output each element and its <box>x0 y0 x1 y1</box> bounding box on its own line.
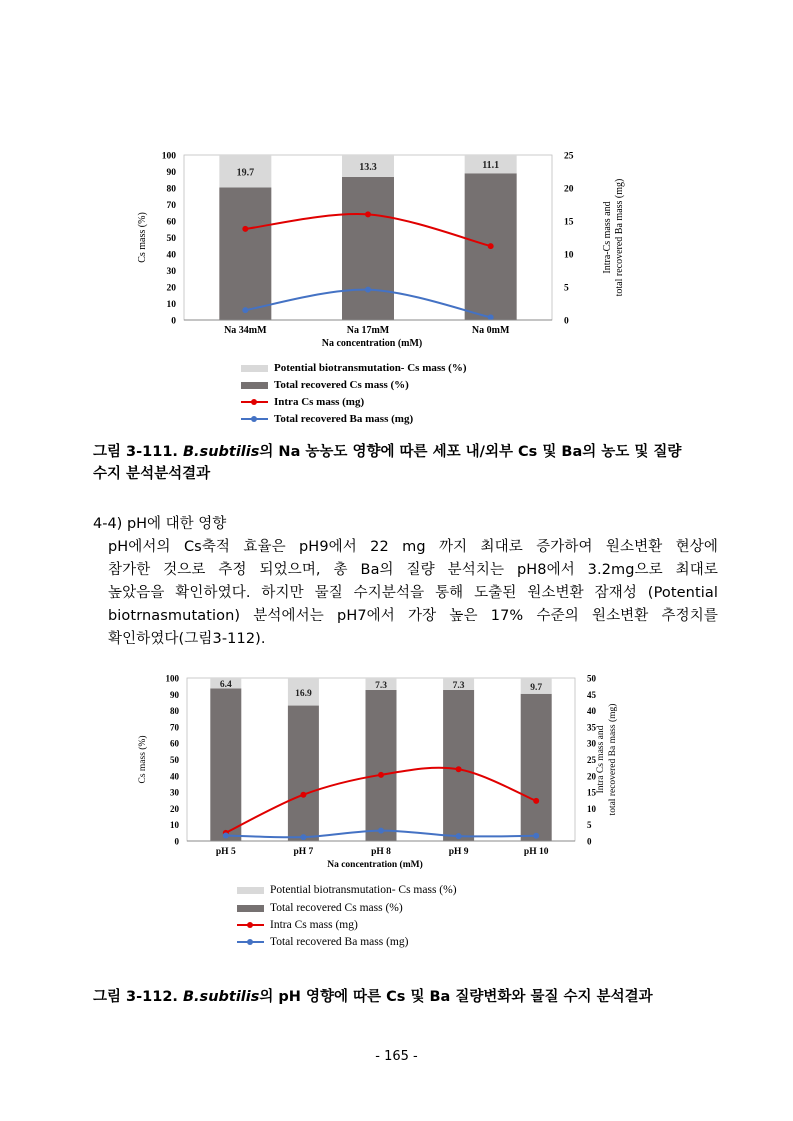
c2-ytick-right: 5 <box>587 820 592 831</box>
c1-point-intra-cs <box>365 211 371 217</box>
c2-bar-label: 7.3 <box>375 680 387 691</box>
c1-ytick-left: 80 <box>166 184 176 195</box>
c2-ytick-left: 100 <box>165 673 179 684</box>
c2-y2-axis-title: total recovered Ba mass (mg) <box>608 703 618 816</box>
c2-ytick-right: 35 <box>587 722 596 733</box>
legend2-swatch-potential <box>237 887 264 894</box>
c1-point-ba <box>365 287 371 293</box>
c2-bar-total-cs <box>521 694 552 841</box>
c2-xtick-label: pH 10 <box>523 847 549 857</box>
legend2-swatch-intra-cs <box>237 921 264 930</box>
legend2-item-intra-cs <box>237 919 358 931</box>
c1-ytick-right: 5 <box>564 283 569 294</box>
c1-point-ba <box>488 314 494 320</box>
caption2-prefix: 그림 3-112. <box>93 989 183 1005</box>
c1-ytick-left: 90 <box>166 168 176 178</box>
c2-point-intra-cs <box>300 792 306 798</box>
c2-ytick-left: 90 <box>170 689 179 700</box>
c2-ytick-right: 0 <box>587 836 592 847</box>
c2-bar-label: 6.4 <box>219 680 232 691</box>
c2-ytick-left: 50 <box>170 755 179 765</box>
c1-bar-label: 13.3 <box>359 161 377 173</box>
c2-xtick-label: pH 7 <box>293 847 314 857</box>
c2-ytick-right: 15 <box>587 787 596 798</box>
legend1-item-total-cs <box>241 379 409 391</box>
legend1-label-total-cs: Total recovered Cs mass (%) <box>274 379 409 391</box>
c2-point-intra-cs <box>456 766 462 772</box>
c2-ytick-left: 60 <box>170 738 179 749</box>
c1-bar-label: 19.7 <box>236 167 255 179</box>
c2-point-intra-cs <box>533 798 539 804</box>
body-line-4: biotrnasmutation) 분석에서는 pH7에서 가장 높은 17% 수준의 원소변환 추정치를 <box>108 608 718 624</box>
c1-ytick-right: 20 <box>564 184 574 195</box>
c2-ytick-right: 40 <box>587 706 596 717</box>
c1-ytick-left: 100 <box>161 151 176 162</box>
c2-ytick-left: 40 <box>170 771 179 782</box>
c2-ytick-left: 30 <box>170 787 179 798</box>
c2-ytick-left: 0 <box>174 836 179 847</box>
c1-y-axis-title: Cs mass (%) <box>137 212 148 263</box>
caption1-rest: 의 Na 농농도 영향에 따른 세포 내/외부 Cs 및 Ba의 농도 및 질량 <box>259 444 682 460</box>
c2-ytick-right: 25 <box>587 755 596 765</box>
c1-x-axis-title: Na concentration (mM) <box>321 338 423 349</box>
na-concentration-chart <box>120 140 640 352</box>
c2-ytick-right: 45 <box>587 689 596 700</box>
section-heading: 4-4) pH에 대한 영향 <box>93 516 227 532</box>
section-body <box>108 536 718 651</box>
c2-bar-total-cs <box>210 688 241 841</box>
c2-ytick-left: 20 <box>170 803 179 814</box>
caption1-prefix: 그림 3-111. <box>93 444 183 460</box>
caption1-line2: 수지 분석분석결과 <box>93 466 211 482</box>
c2-bar-total-cs <box>366 690 397 841</box>
legend1-label-intra-cs: Intra Cs mass (mg) <box>274 396 365 408</box>
c2-xtick-label: pH 5 <box>215 847 236 857</box>
c1-ytick-left: 60 <box>166 217 176 228</box>
c2-bar-total-cs <box>443 690 474 841</box>
legend1-item-potential <box>241 362 467 374</box>
legend1-label-potential: Potential biotransmutation- Cs mass (%) <box>274 362 467 374</box>
c2-ytick-left: 10 <box>170 820 179 831</box>
c1-ytick-left: 70 <box>166 201 176 211</box>
c1-xtick-label: Na 0mM <box>471 325 510 336</box>
c2-point-ba <box>223 832 229 838</box>
c1-point-intra-cs <box>242 226 248 232</box>
body-line-3: 높았음을 확인하였다. 하지만 물질 수지분석을 통해 도출된 원소변환 잠재성 (Potential <box>108 585 718 601</box>
c2-ytick-left: 80 <box>170 706 179 717</box>
c1-y2-axis-title: Intra-Cs mass and <box>602 201 613 274</box>
body-line-2: 참가한 것으로 추정 되었으며, 총 Ba의 질량 분석치는 pH8에서 3.2mg으로 최대로 <box>108 562 718 578</box>
caption1-line1 <box>93 441 733 463</box>
c1-ytick-right: 10 <box>564 250 574 261</box>
legend1-swatch-potential <box>241 365 268 372</box>
figure-caption-112 <box>93 986 733 1008</box>
c1-bar-total-cs <box>342 177 394 320</box>
c1-ytick-left: 0 <box>171 316 176 327</box>
c2-bar-total-cs <box>288 706 319 841</box>
c1-bar-label: 11.1 <box>482 160 500 172</box>
c1-bar-total-cs <box>219 188 271 320</box>
c2-point-ba <box>533 833 539 839</box>
c1-ytick-right: 25 <box>564 151 574 162</box>
legend1-swatch-ba <box>241 415 268 424</box>
c1-ytick-left: 20 <box>166 283 176 294</box>
c2-y2-axis-title: Intra Cs mass and <box>596 725 606 794</box>
c2-ytick-right: 20 <box>587 771 596 782</box>
c1-xtick-label: Na 34mM <box>224 325 267 336</box>
c1-ytick-right: 15 <box>564 217 574 228</box>
legend1-swatch-total-cs <box>241 382 268 389</box>
legend1-swatch-intra-cs <box>241 398 268 407</box>
page-number: - 165 - <box>375 1049 418 1064</box>
caption2-species: B.subtilis <box>183 989 260 1005</box>
c2-point-ba <box>378 828 384 834</box>
c2-point-intra-cs <box>378 772 384 778</box>
c2-xtick-label: pH 9 <box>448 847 469 857</box>
legend2-label-intra-cs: Intra Cs mass (mg) <box>270 919 358 931</box>
legend2-swatch-total-cs <box>237 905 264 912</box>
c1-point-intra-cs <box>488 243 494 249</box>
legend1-item-intra-cs <box>241 396 364 408</box>
legend2-item-total-cs <box>237 902 403 914</box>
legend2-label-total-cs: Total recovered Cs mass (%) <box>270 902 403 914</box>
c1-ytick-left: 10 <box>166 300 176 310</box>
figure-caption-111 <box>93 441 733 485</box>
legend1-item-ba <box>241 413 413 425</box>
legend2-label-ba: Total recovered Ba mass (mg) <box>270 936 409 948</box>
legend2-label-potential: Potential biotransmutation- Cs mass (%) <box>270 884 457 896</box>
c2-point-ba <box>456 833 462 839</box>
caption2-rest: 의 pH 영향에 따른 Cs 및 Ba 질량변화와 물질 수지 분석결과 <box>259 989 653 1005</box>
c1-y2-axis-title: total recovered Ba mass (mg) <box>614 178 625 297</box>
caption1-species: B.subtilis <box>183 444 260 460</box>
c1-ytick-left: 30 <box>166 267 176 277</box>
body-line-5: 확인하였다(그림3-112). <box>108 631 266 647</box>
c1-ytick-left: 50 <box>166 234 176 244</box>
c2-point-ba <box>300 834 306 840</box>
c2-ytick-left: 70 <box>170 722 179 733</box>
c2-bar-label: 9.7 <box>530 682 543 693</box>
c2-bar-label: 7.3 <box>452 680 465 691</box>
legend2-item-ba <box>237 936 408 948</box>
c2-bar-label: 16.9 <box>295 688 312 699</box>
c2-ytick-right: 10 <box>587 803 596 814</box>
c2-y-axis-title: Cs mass (%) <box>138 735 148 784</box>
c1-point-ba <box>242 307 248 313</box>
c2-ytick-right: 30 <box>587 738 596 749</box>
legend1-label-ba: Total recovered Ba mass (mg) <box>274 413 414 425</box>
c1-xtick-label: Na 17mM <box>346 325 390 336</box>
c2-xtick-label: pH 8 <box>371 847 391 857</box>
ph-effect-chart <box>130 668 640 871</box>
c2-x-axis-title: Na concentration (mM) <box>327 860 423 870</box>
legend2-swatch-ba <box>237 938 264 947</box>
c2-ytick-right: 50 <box>587 673 596 684</box>
body-line-1: pH에서의 Cs축적 효율은 pH9에서 22 mg 까지 최대로 증가하여 원소변환 현상에 <box>108 539 718 555</box>
legend2-item-potential <box>237 884 457 896</box>
c1-ytick-right: 0 <box>564 316 569 327</box>
c1-ytick-left: 40 <box>166 250 176 261</box>
